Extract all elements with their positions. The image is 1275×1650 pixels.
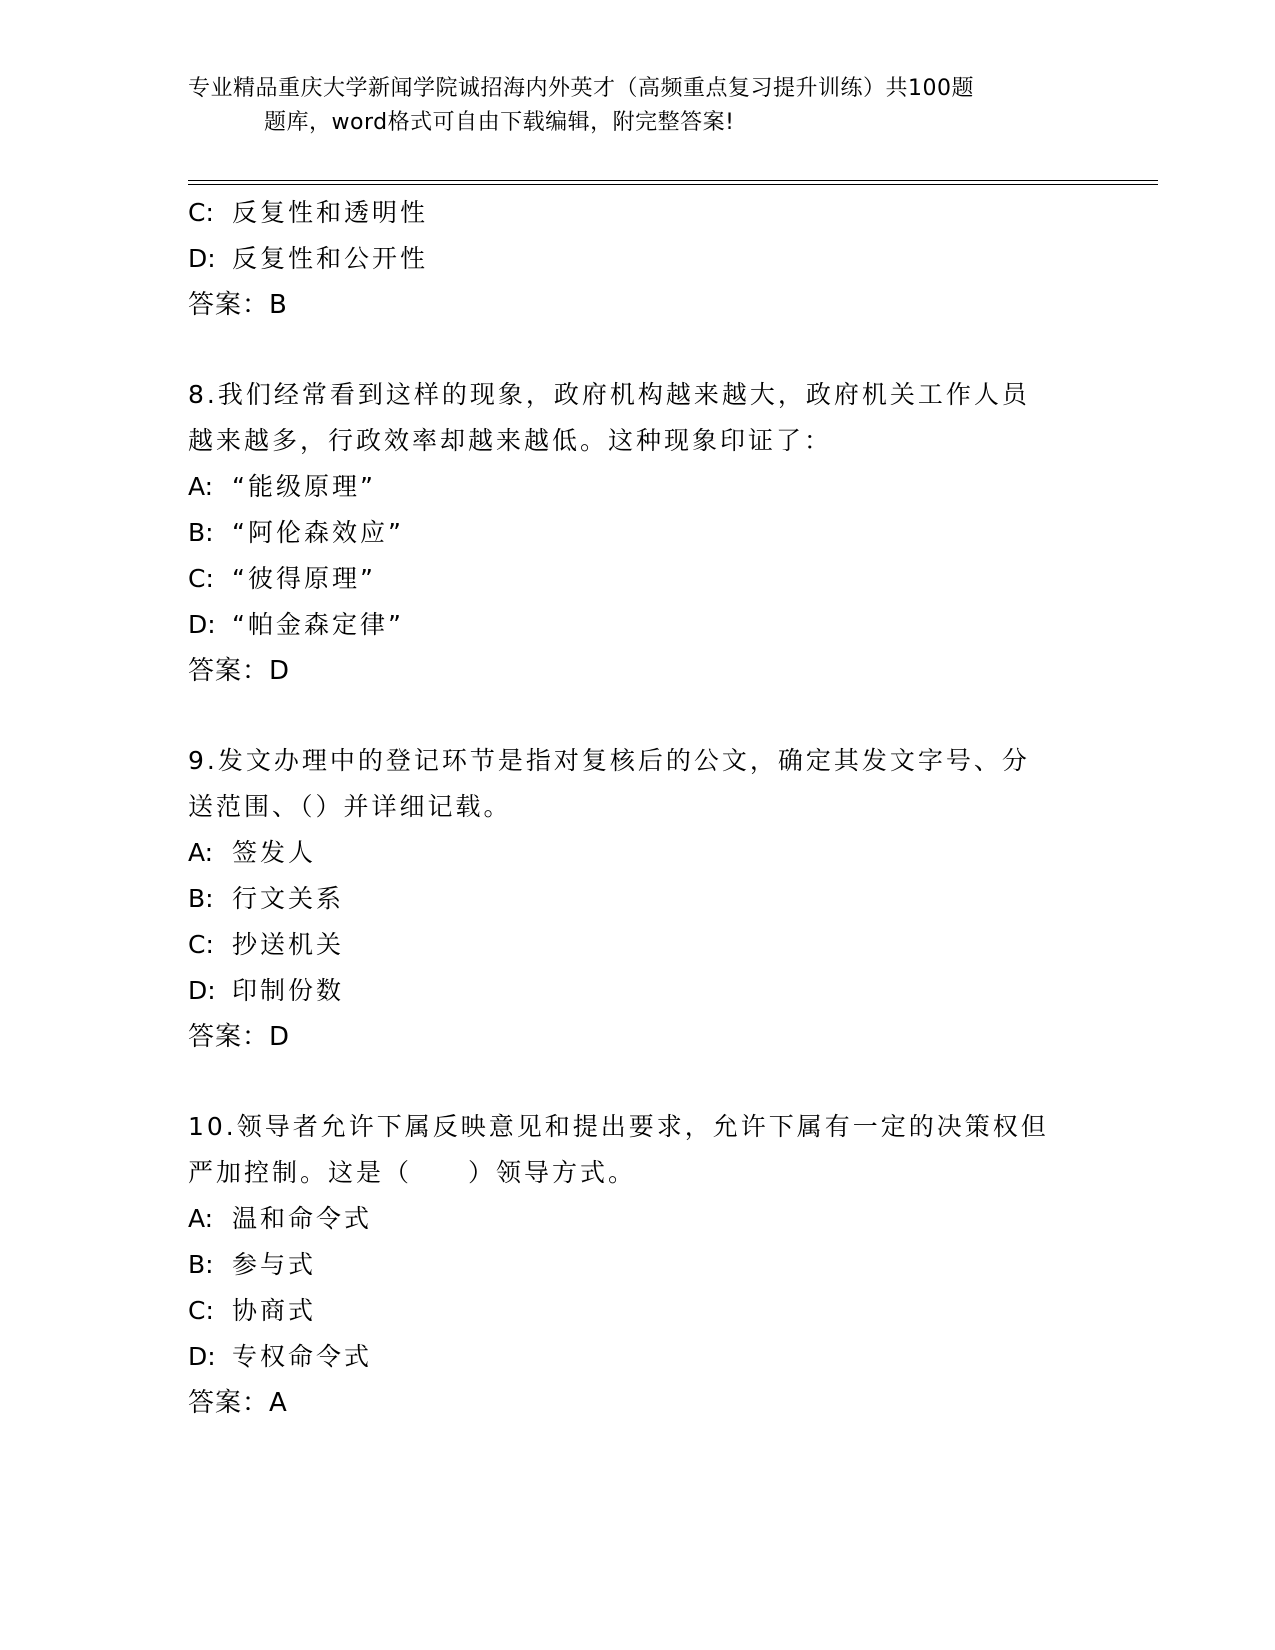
header-rule-bottom [188, 184, 1158, 185]
header-rule-top [188, 180, 1158, 181]
answer-line: 答案：B [188, 290, 288, 320]
option-row [188, 1242, 1088, 1288]
option-letter: B: [188, 884, 214, 913]
spacer [188, 694, 1088, 738]
page-header [188, 72, 1078, 140]
option-row [188, 236, 1088, 282]
option-row [188, 1334, 1088, 1380]
option-row [188, 830, 1088, 876]
option-text: 参与式 [232, 1250, 317, 1279]
option-text: “帕金森定律” [232, 610, 404, 639]
option-text: “阿伦森效应” [232, 518, 404, 547]
option-letter: D: [188, 1342, 216, 1371]
option-row [188, 968, 1088, 1014]
option-text: 印制份数 [232, 976, 345, 1005]
option-row [188, 1288, 1088, 1334]
option-letter: B: [188, 1250, 214, 1279]
option-letter: D: [188, 976, 216, 1005]
question-text-line: 送范围、（）并详细记载。 [188, 792, 512, 821]
option-letter: D: [188, 244, 216, 273]
question-10 [188, 1104, 1088, 1426]
question-8 [188, 372, 1088, 694]
option-letter: C: [188, 1296, 214, 1325]
option-letter: A: [188, 1204, 214, 1233]
option-text: 协商式 [232, 1296, 317, 1325]
option-row [188, 922, 1088, 968]
option-letter: C: [188, 198, 214, 227]
question-text-line: 8.我们经常看到这样的现象，政府机构越来越大，政府机关工作人员 [188, 380, 1030, 409]
option-letter: C: [188, 930, 214, 959]
answer-line: 答案：D [188, 656, 291, 686]
question-7-tail [188, 190, 1088, 328]
option-text: 签发人 [232, 838, 317, 867]
header-title-line1: 专业精品重庆大学新闻学院诚招海内外英才（高频重点复习提升训练）共100题 [188, 76, 974, 101]
option-letter: D: [188, 610, 216, 639]
question-list [188, 190, 1088, 1426]
option-text: “能级原理” [232, 472, 376, 501]
option-row [188, 876, 1088, 922]
option-row [188, 1196, 1088, 1242]
question-text-line: 9.发文办理中的登记环节是指对复核后的公文，确定其发文字号、分 [188, 746, 1030, 775]
option-letter: B: [188, 518, 214, 547]
option-text: 行文关系 [232, 884, 345, 913]
option-letter: C: [188, 564, 214, 593]
option-text: 温和命令式 [232, 1204, 373, 1233]
option-text: 专权命令式 [232, 1342, 373, 1371]
option-letter: A: [188, 838, 214, 867]
answer-line: 答案：D [188, 1022, 291, 1052]
question-text-line: 严加控制。这是（ ）领导方式。 [188, 1158, 637, 1187]
option-row [188, 602, 1088, 648]
option-row [188, 464, 1088, 510]
question-text-line: 10.领导者允许下属反映意见和提出要求，允许下属有一定的决策权但 [188, 1112, 1049, 1141]
option-row [188, 510, 1088, 556]
option-text: “彼得原理” [232, 564, 376, 593]
answer-line: 答案：A [188, 1388, 288, 1418]
option-text: 反复性和公开性 [232, 244, 429, 273]
spacer [188, 328, 1088, 372]
option-letter: A: [188, 472, 214, 501]
option-row [188, 190, 1088, 236]
option-text: 反复性和透明性 [232, 198, 429, 227]
option-row [188, 556, 1088, 602]
question-9 [188, 738, 1088, 1060]
spacer [188, 1060, 1088, 1104]
header-title-line2: 题库，word格式可自由下载编辑，附完整答案! [264, 110, 735, 135]
option-text: 抄送机关 [232, 930, 345, 959]
question-text-line: 越来越多，行政效率却越来越低。这种现象印证了： [188, 426, 833, 455]
